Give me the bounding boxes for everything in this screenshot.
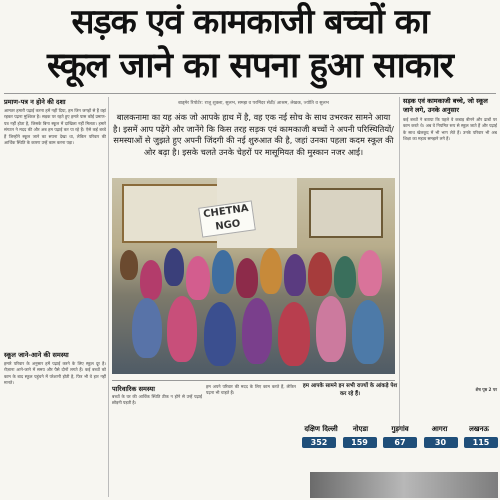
child-figure: [186, 256, 210, 300]
city-label: गुड़गांव: [391, 425, 409, 433]
photo-bottom-rule: [112, 380, 395, 381]
byline: बाड्मेर रिपोर्टर: राजू शुक्ला, सुलभ, समझ व परमिंदर सेठी/ आश्रम, लेखक, ज्योति व सुलभ: [178, 101, 329, 106]
left-heading-1: प्रमाण-पत्र न होने की दशा: [4, 98, 66, 106]
child-figure: [308, 252, 332, 296]
ngo-sign: CHETNA NGO: [198, 200, 256, 237]
left-column: [4, 97, 106, 471]
left-heading-2: स्कूल जाने-आने की समस्या: [4, 351, 69, 359]
family-problem-body: बच्चों के घर की आर्थिक स्थिति ठीक न होने से उन्हें पढ़ाई छोड़नी पड़ती है।: [112, 394, 202, 406]
child-figure: [260, 248, 282, 294]
right-heading: सड़क एवं कामकाजी बच्चे, जो स्कूल जाने लगे, उनके अनुसार: [403, 97, 488, 114]
headline-line-1: सड़क एवं कामकाजी बच्चों का: [71, 2, 429, 42]
child-figure: [212, 250, 234, 294]
stat-value: 159: [343, 437, 377, 448]
child-figure: [236, 258, 258, 298]
city-labels: [302, 425, 498, 434]
child-figure: [334, 256, 356, 298]
classroom-poster: [309, 188, 383, 238]
masthead-headline: [0, 0, 500, 92]
column-divider-right: [399, 97, 400, 427]
child-figure: [164, 248, 184, 286]
family-problem-heading: पारिवारिक समस्या: [112, 385, 155, 393]
child-figure: [278, 302, 310, 366]
bottom-photo-strip: [310, 472, 498, 498]
headline-divider: [4, 93, 496, 94]
child-figure: [358, 250, 382, 296]
child-figure: [120, 250, 138, 280]
city-label: दक्षिण दिल्ली: [304, 425, 338, 433]
city-label: लखनऊ: [469, 425, 489, 433]
left-body-1: आमतर हमारी पढ़ाई करना हमें नहीं दिया, हम जिन जगहों से हैं वहां रहकर पढ़ना मुश्किल है। सड़क पर रहते हुए हमारे पास कोई प्रमाण-पत्र नहीं होता है, जिसके बिना स्कूल में दाखिला नहीं मिलता। हमारे संगठन ने मदद की और अब हम पढ़ाई कर पा रहे हैं। ऐसे कई बच्चे हैं जिन्होंने स्कूल जाने का सपना देखा था, लेकिन परिवार की आर्थिक स्थिति के कारण उन्हें काम करना पड़ा।: [4, 108, 106, 146]
column-divider-left: [108, 97, 109, 497]
stat-value: 115: [464, 437, 498, 448]
stat-value: 352: [302, 437, 336, 448]
lead-paragraph: बालकनामा का यह अंक जो आपके हाथ में है, वह एक नई सोच के साथ उभरकर सामने आया है। इसमें आप पढ़ेंगे और जानेंगे कि किस तरह सड़क एवं कामकाजी बच्चों ने अपनी परिस्थितियों/समस्याओं से जुझते हुए अपनी जिंदगी की नई शुरुआत की है, जहां उनका पहला कदम स्कूल की ओर बढ़ा है। इसके चलते उनके चेहरों पर मासूमियत की मुस्कान नजर आई।: [113, 112, 394, 157]
stat-value: 30: [424, 437, 458, 448]
stats-caption: हम आपके सामने इन सभी राज्यों के आंकड़े पेश कर रहे हैं।: [302, 383, 398, 397]
child-figure: [140, 260, 162, 300]
city-label: नोएडा: [352, 425, 369, 433]
city-label: आगरा: [431, 425, 448, 433]
children-photo: [112, 178, 395, 374]
right-column: [403, 97, 497, 393]
city-values: [302, 437, 498, 448]
right-body: कई बच्चों ने बताया कि पहले वे कबाड़ बीनने और ढाबों पर काम करते थे। अब वे नियमित रूप से स्कूल जाते हैं और पढ़ाई के साथ खेलकूद में भी भाग लेते हैं। उनके परिवार भी अब शिक्षा का महत्व समझने लगे हैं।: [403, 117, 497, 142]
city-stats: [302, 425, 498, 448]
child-figure: [284, 254, 306, 296]
child-figure: [316, 296, 346, 362]
child-figure: [352, 300, 384, 364]
headline-line-2: स्कूल जाने का सपना हुआ साकार: [47, 46, 453, 86]
child-figure: [167, 296, 197, 362]
child-figure: [204, 302, 236, 366]
child-figure: [132, 298, 162, 358]
middle-body: हम अपने परिवार की मदद के लिए काम करते हैं, लेकिन पढ़ना भी चाहते हैं।: [206, 384, 296, 396]
stat-value: 67: [383, 437, 417, 448]
left-body-2: हमारे परिवार के अनुसार हमें पढ़ाई करने के लिए स्कूल दूर है। रोज़ाना आने-जाने में समय और पैसे दोनों लगते हैं। कई बच्चों को काम के बाद स्कूल पहुंचने में परेशानी होती है, फिर भी वे हार नहीं मानते।: [4, 361, 106, 386]
continued-note: शेष पृष्ठ 2 पर: [475, 387, 497, 392]
child-figure: [242, 298, 272, 364]
